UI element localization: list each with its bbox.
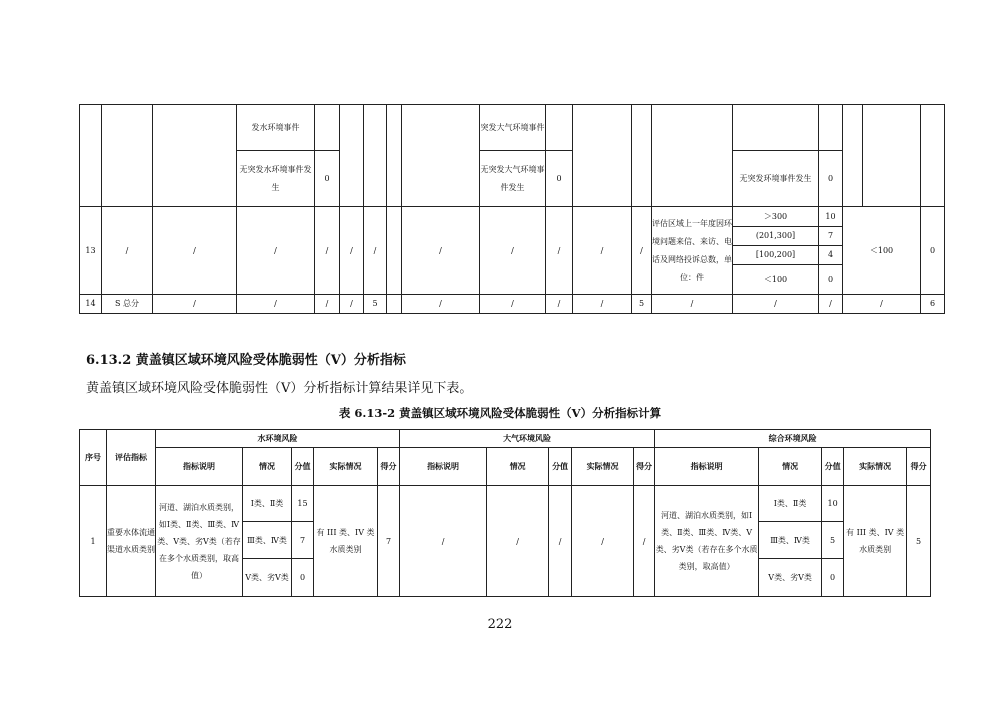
header-text: 序号 (85, 452, 101, 462)
table-cell: / (819, 295, 843, 314)
air-points: / (549, 486, 572, 597)
comp-score: 5 (907, 486, 931, 597)
table-header-row (80, 430, 931, 448)
water-score: 7 (378, 486, 400, 597)
table-cell: / (652, 295, 733, 314)
table-cell: / (573, 207, 632, 295)
table-cell (921, 105, 945, 207)
page-number: 222 (487, 617, 513, 632)
table-cell (632, 105, 652, 207)
table-row (80, 486, 931, 522)
water-situation: Ⅲ类、Ⅳ类 (243, 522, 292, 559)
water-total-score: 5 (364, 295, 387, 314)
header-situation: 情况 (487, 448, 549, 486)
header-score: 得分 (378, 448, 400, 486)
table-cell: / (546, 295, 573, 314)
header-actual: 实际情况 (572, 448, 634, 486)
table-cell: / (402, 295, 480, 314)
table-cell: 无突发大气环境事件发生 (480, 151, 546, 207)
header-desc: 指标说明 (655, 448, 759, 486)
table-cell: / (237, 295, 315, 314)
comp-points: 0 (822, 559, 844, 597)
comp-actual: 有 III 类、IV 类水质类别 (844, 486, 907, 597)
table-cell: / (573, 295, 632, 314)
table-cell (819, 105, 843, 151)
comp-situation: Ⅲ类、Ⅳ类 (759, 522, 822, 559)
score-value: 0 (921, 207, 945, 295)
water-points: 15 (292, 486, 314, 522)
indicator-desc: 评估区域上一年度因环境问题来信、来访、电话及网络投诉总数，单位：件 (652, 207, 733, 295)
table-cell (387, 295, 402, 314)
table-cell (340, 105, 364, 207)
total-label: S 总分 (102, 295, 153, 314)
table-cell: / (315, 207, 340, 295)
air-actual: / (572, 486, 634, 597)
table-cell (387, 207, 402, 295)
table-cell: / (632, 207, 652, 295)
air-situation: / (487, 486, 549, 597)
level-range: [100,200] (733, 246, 819, 265)
water-situation: Ⅴ类、劣Ⅴ类 (243, 559, 292, 597)
table-cell (546, 105, 573, 151)
table-cell: / (546, 207, 573, 295)
header-desc: 指标说明 (400, 448, 487, 486)
table-cell (315, 105, 340, 151)
air-total-score: 5 (632, 295, 652, 314)
header-score: 得分 (907, 448, 931, 486)
row-number: 13 (80, 207, 102, 295)
header-points: 分值 (822, 448, 844, 486)
table-cell (80, 105, 102, 207)
level-score: 4 (819, 246, 843, 265)
water-actual: 有 III 类、IV 类水质类别 (314, 486, 378, 597)
header-indicator: 评估指标 (107, 430, 156, 486)
comp-points: 10 (822, 486, 844, 522)
header-water-group: 水环境风险 (156, 430, 400, 448)
table-cell: / (364, 207, 387, 295)
indicator-table-continued (79, 104, 945, 314)
table-row (80, 295, 945, 314)
table-cell: 突发大气环境事件 (480, 105, 546, 151)
comp-indicator-desc: 河道、湖泊水质类别，如Ⅰ类、Ⅱ类、Ⅲ类、Ⅳ类、Ⅴ类、劣Ⅴ类（若存在多个水质类别，取高值） (655, 486, 759, 597)
table-cell (387, 105, 402, 207)
table-cell: / (315, 295, 340, 314)
table-cell: / (153, 295, 237, 314)
level-score: 7 (819, 227, 843, 246)
header-desc: 指标说明 (156, 448, 243, 486)
table-cell: / (153, 207, 237, 295)
table-cell: 无突发环境事件发生 (733, 151, 819, 207)
indicator-name: 重要水体流通渠道水质类别 (107, 486, 156, 597)
table-cell: / (237, 207, 315, 295)
table-cell: / (340, 295, 364, 314)
comp-total-score: 6 (921, 295, 945, 314)
table-cell (843, 105, 863, 207)
level-range: (201,300] (733, 227, 819, 246)
table-cell (364, 105, 387, 207)
table-cell (652, 105, 733, 207)
header-points: 分值 (292, 448, 314, 486)
table-cell: 0 (546, 151, 573, 207)
table-cell: 发水环境事件 (237, 105, 315, 151)
table-cell: 0 (315, 151, 340, 207)
table-cell (863, 105, 921, 207)
header-air-group: 大气环境风险 (400, 430, 655, 448)
level-score: 0 (819, 265, 843, 295)
level-range: ＞300 (733, 207, 819, 227)
header-score: 得分 (634, 448, 655, 486)
table-cell: 无突发水环境事件发生 (237, 151, 315, 207)
table-cell: / (340, 207, 364, 295)
table-cell: / (480, 207, 546, 295)
table-row (80, 105, 945, 151)
table-cell: / (480, 295, 546, 314)
actual-value: ＜100 (843, 207, 921, 295)
table-cell: / (733, 295, 819, 314)
row-number: 1 (80, 486, 107, 597)
comp-points: 5 (822, 522, 844, 559)
table-cell (733, 105, 819, 151)
table-row (80, 207, 945, 227)
table-cell: / (102, 207, 153, 295)
table-cell: 0 (819, 151, 843, 207)
table-cell (573, 105, 632, 207)
section-heading: 6.13.2 黄盖镇区域环境风险受体脆弱性（V）分析指标 (86, 353, 406, 368)
header-situation: 情况 (759, 448, 822, 486)
header-points: 分值 (549, 448, 572, 486)
header-comp-group: 综合环境风险 (655, 430, 931, 448)
table-cell (102, 105, 153, 207)
table-cell: / (402, 207, 480, 295)
row-number: 14 (80, 295, 102, 314)
water-situation: Ⅰ类、Ⅱ类 (243, 486, 292, 522)
header-seq (80, 430, 107, 486)
water-points: 0 (292, 559, 314, 597)
intro-paragraph: 黄盖镇区域环境风险受体脆弱性（V）分析指标计算结果详见下表。 (86, 381, 473, 396)
table-caption: 表 6.13-2 黄盖镇区域环境风险受体脆弱性（V）分析指标计算 (338, 406, 662, 420)
table-cell (153, 105, 237, 207)
vulnerability-table (79, 429, 931, 597)
header-actual: 实际情况 (314, 448, 378, 486)
header-situation: 情况 (243, 448, 292, 486)
air-score: / (634, 486, 655, 597)
level-range: ＜100 (733, 265, 819, 295)
air-desc: / (400, 486, 487, 597)
table-header-row (80, 448, 931, 486)
water-points: 7 (292, 522, 314, 559)
header-actual: 实际情况 (844, 448, 907, 486)
table-cell (402, 105, 480, 207)
comp-situation: Ⅴ类、劣Ⅴ类 (759, 559, 822, 597)
water-indicator-desc: 河道、湖泊水质类别，如Ⅰ类、Ⅱ类、Ⅲ类、Ⅳ类、Ⅴ类、劣Ⅴ类（若存在多个水质类别，取高值） (156, 486, 243, 597)
table-cell: / (843, 295, 921, 314)
level-score: 10 (819, 207, 843, 227)
comp-situation: Ⅰ类、Ⅱ类 (759, 486, 822, 522)
